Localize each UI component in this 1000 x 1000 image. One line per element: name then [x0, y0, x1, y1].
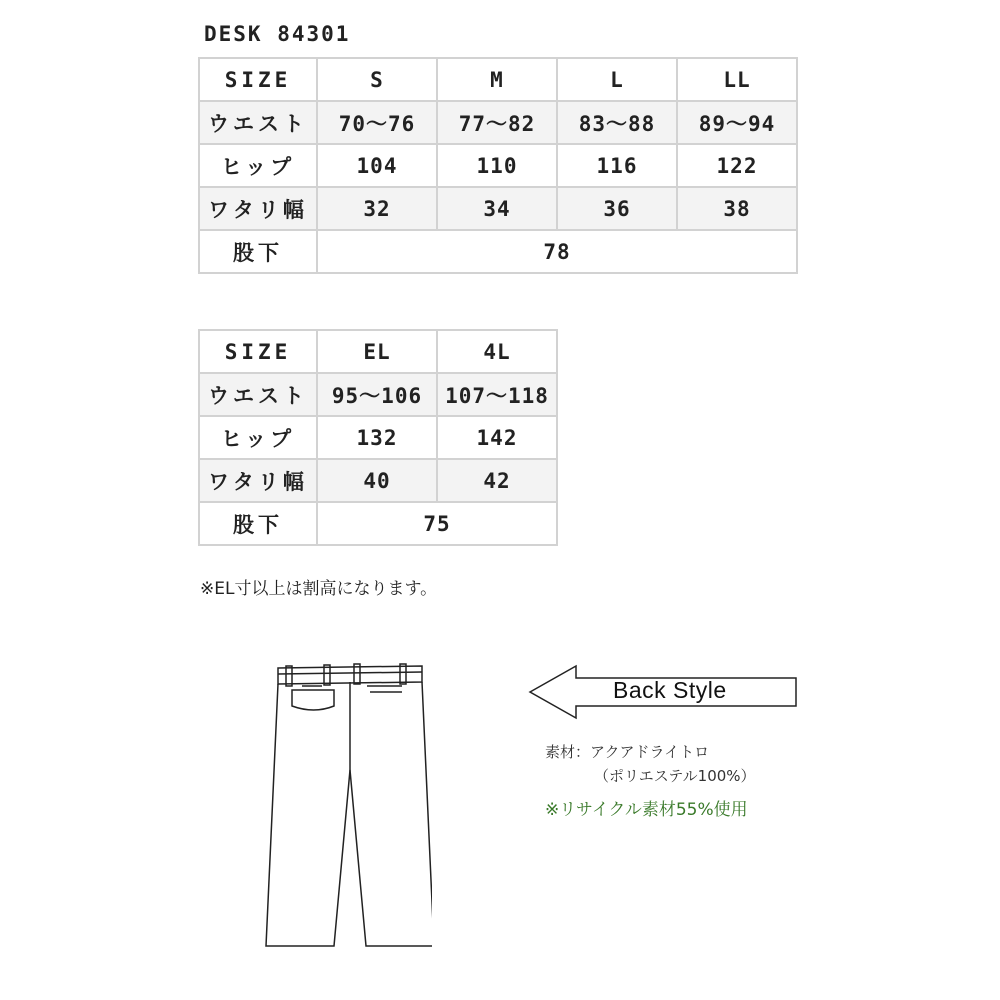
size-l: L — [557, 58, 677, 101]
inseam-value: 78 — [317, 230, 797, 273]
size-header-label: SIZE — [199, 58, 317, 101]
table-row — [199, 144, 797, 187]
inseam-label: 股下 — [199, 502, 317, 545]
table-row — [199, 502, 557, 545]
material-detail: （ポリエステル100%） — [594, 767, 756, 785]
thigh-width-label: ワタリ幅 — [199, 459, 317, 502]
size-el: EL — [317, 330, 437, 373]
hip-value: 142 — [437, 416, 557, 459]
waist-label: ウエスト — [199, 373, 317, 416]
back-style-label: Back Style — [613, 677, 727, 703]
size-table-large — [198, 329, 558, 546]
recycle-note: ※リサイクル素材55%使用 — [545, 800, 748, 820]
size-s: S — [317, 58, 437, 101]
hip-label: ヒップ — [199, 144, 317, 187]
table-row — [199, 330, 557, 373]
table-row — [199, 459, 557, 502]
size-table-standard — [198, 57, 798, 274]
hip-value: 122 — [677, 144, 797, 187]
hip-value: 116 — [557, 144, 677, 187]
pants-back-illustration — [262, 660, 432, 950]
thigh-width-value: 38 — [677, 187, 797, 230]
waist-label: ウエスト — [199, 101, 317, 144]
thigh-width-value: 34 — [437, 187, 557, 230]
hip-value: 104 — [317, 144, 437, 187]
waist-value: 70～76 — [317, 101, 437, 144]
table-row — [199, 187, 797, 230]
price-note: ※EL寸以上は割高になります。 — [200, 579, 438, 599]
waist-value: 77～82 — [437, 101, 557, 144]
table-row — [199, 416, 557, 459]
thigh-width-value: 36 — [557, 187, 677, 230]
table-row — [199, 373, 557, 416]
size-header-label: SIZE — [199, 330, 317, 373]
hip-label: ヒップ — [199, 416, 317, 459]
waist-value: 83～88 — [557, 101, 677, 144]
thigh-width-value: 40 — [317, 459, 437, 502]
product-title: DESK 84301 — [204, 22, 351, 46]
waist-value: 89～94 — [677, 101, 797, 144]
thigh-width-value: 32 — [317, 187, 437, 230]
thigh-width-value: 42 — [437, 459, 557, 502]
size-m: M — [437, 58, 557, 101]
table-row — [199, 230, 797, 273]
waist-value: 95～106 — [317, 373, 437, 416]
inseam-value: 75 — [317, 502, 557, 545]
thigh-width-label: ワタリ幅 — [199, 187, 317, 230]
waist-value: 107～118 — [437, 373, 557, 416]
table-row — [199, 101, 797, 144]
size-ll: LL — [677, 58, 797, 101]
table-row — [199, 58, 797, 101]
material-line: 素材：アクアドライトロ — [545, 743, 710, 761]
inseam-label: 股下 — [199, 230, 317, 273]
hip-value: 132 — [317, 416, 437, 459]
hip-value: 110 — [437, 144, 557, 187]
size-4l: 4L — [437, 330, 557, 373]
